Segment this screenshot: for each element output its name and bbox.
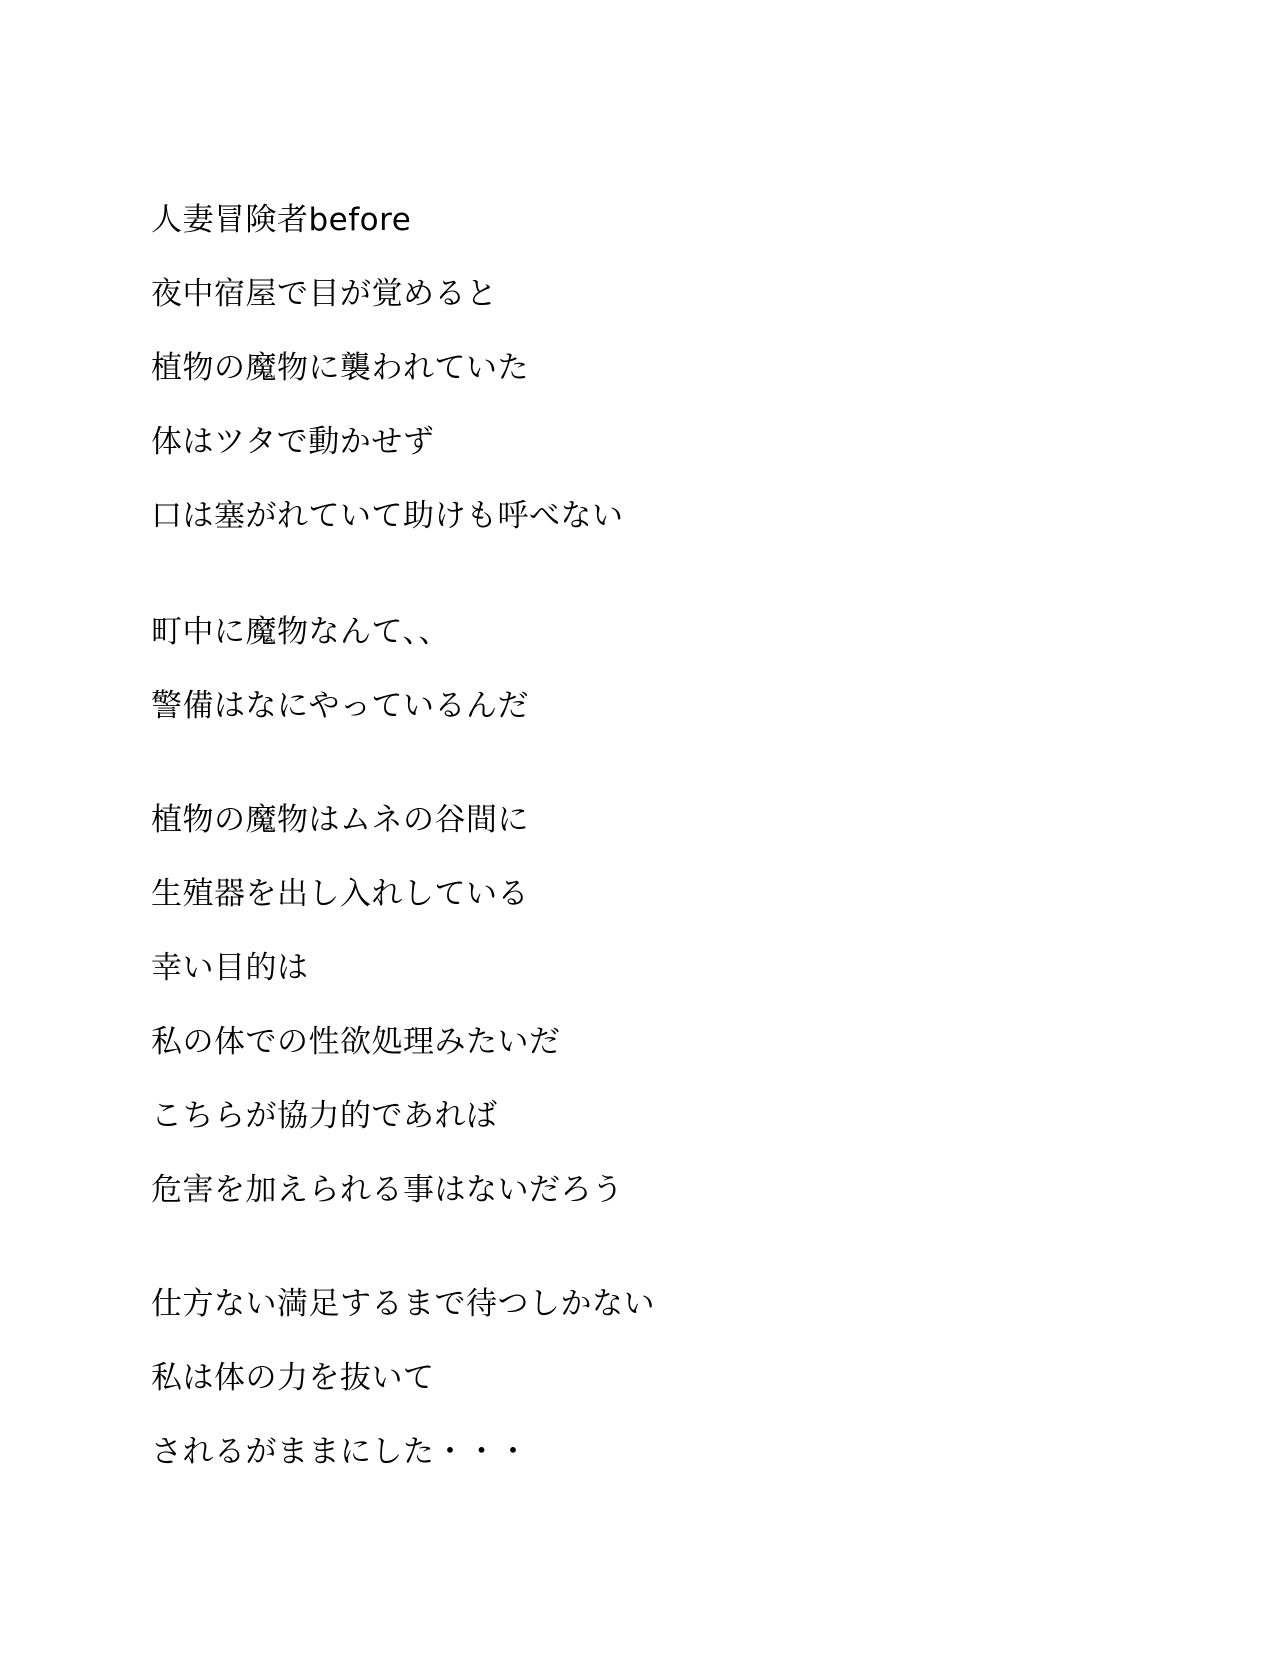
- text-line: 私は体の力を抜いて: [151, 1360, 435, 1396]
- text-line: 植物の魔物に襲われていた: [151, 350, 529, 386]
- text-line: 仕方ない満足するまで待つしかない: [151, 1286, 655, 1322]
- text-line: 危害を加えられる事はないだろう: [151, 1172, 624, 1208]
- text-line-title: 人妻冒険者before: [151, 202, 412, 238]
- text-line: 体はツタで動かせず: [151, 424, 435, 460]
- text-line: 町中に魔物なんて、、: [151, 614, 450, 650]
- text-line: 植物の魔物はムネの谷間に: [151, 802, 529, 838]
- text-line: されるがままにした・・・: [151, 1434, 529, 1470]
- text-line: 生殖器を出し入れしている: [151, 876, 529, 912]
- text-line: 夜中宿屋で目が覚めると: [151, 276, 498, 312]
- text-line: 口は塞がれていて助けも呼べない: [151, 498, 624, 534]
- text-line: 私の体での性欲処理みたいだ: [151, 1024, 561, 1060]
- text-line: こちらが協力的であれば: [151, 1098, 498, 1134]
- text-line: 警備はなにやっているんだ: [151, 688, 529, 724]
- text-line: 幸い目的は: [151, 950, 309, 986]
